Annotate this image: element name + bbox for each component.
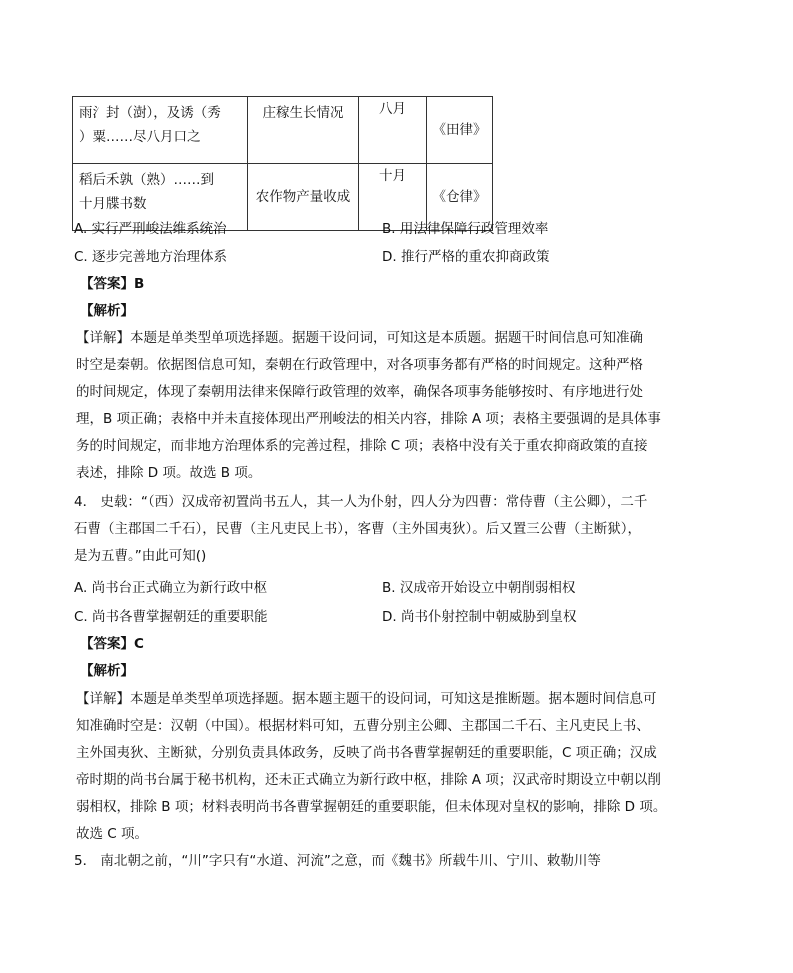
detail-line: 【详解】本题是单类型单项选择题。据本题主题干的设问词，可知这是推断题。据本题时间信息可: [76, 691, 657, 707]
detail-line: 知准确时空是：汉朝（中国）。根据材料可知，五曹分别主公卿、主郡国二千石、主凡吏民上书、: [76, 718, 650, 734]
q4-stem: [74, 489, 714, 570]
detail-line: 主外国夷狄、主断狱，分别负责具体政务，反映了尚书各曹掌握朝廷的重要职能，C 项正确；汉成: [76, 745, 657, 761]
table-cell-content: [73, 97, 248, 164]
detail-line: 弱相权，排除 B 项；材料表明尚书各曹掌握朝廷的重要职能，但未体现对皇权的影响，排除 D 项。: [76, 799, 667, 815]
detail-line: 【详解】本题是单类型单项选择题。据题干设问词，可知这是本质题。据题干时间信息可知准确: [76, 330, 643, 346]
table-cell-law: 《田律》: [427, 97, 493, 164]
cell-line: 雨氵封（澍），及诱（秀: [79, 105, 221, 121]
cell-line: 十月牒书数: [79, 196, 147, 212]
q4-option-c: C. 尚书各曹掌握朝廷的重要职能: [74, 609, 268, 625]
q4-analysis-heading: 【解析】: [80, 663, 134, 679]
cell-line: 稻后禾孰（熟）……到: [79, 172, 214, 188]
detail-line: 的时间规定，体现了秦朝用法律来保障行政管理的效率，确保各项事务能够按时、有序地进行处: [76, 384, 643, 400]
detail-line: 故选 C 项。: [76, 826, 149, 842]
q3-option-c: C. 逐步完善地方治理体系: [74, 249, 228, 265]
q3-option-b: B. 用法律保障行政管理效率: [382, 221, 549, 237]
detail-line: 表述，排除 D 项。故选 B 项。: [76, 465, 262, 481]
q3-option-d: D. 推行严格的重农抑商政策: [382, 249, 550, 265]
q5-stem: 5． 南北朝之前，“川”字只有“水道、河流”之意，而《魏书》所载牛川、宁川、敕勒川等: [74, 853, 601, 869]
table-row: [73, 97, 493, 164]
table-cell-time: 十月: [359, 164, 427, 231]
law-table: [72, 96, 493, 231]
q4-option-a: A. 尚书台正式确立为新行政中枢: [74, 580, 268, 596]
q3-option-a: A. 实行严刑峻法维系统治: [74, 221, 227, 237]
q3-detail: [76, 325, 716, 487]
q4-option-b: B. 汉成帝开始设立中朝削弱相权: [382, 580, 576, 596]
stem-line: 4． 史载：“（西）汉成帝初置尚书五人，其一人为仆射，四人分为四曹：常侍曹（主公卿），二千: [74, 494, 648, 510]
q4-option-d: D. 尚书仆射控制中朝威胁到皇权: [382, 609, 577, 625]
q3-answer: 【答案】B: [80, 276, 145, 292]
cell-line: ）粟……尽八月口之: [79, 129, 201, 145]
stem-line: 是为五曹。”由此可知(): [74, 548, 207, 564]
q3-analysis-heading: 【解析】: [80, 303, 134, 319]
table-cell-category: 庄稼生长情况: [248, 97, 359, 164]
table-cell-category: 农作物产量收成: [248, 164, 359, 231]
stem-line: 石曹（主郡国二千石），民曹（主凡吏民上书），客曹（主外国夷狄）。后又置三公曹（主断狱），: [74, 521, 641, 537]
q4-detail: [76, 686, 716, 848]
table-cell-time: 八月: [359, 97, 427, 164]
detail-line: 理，B 项正确；表格中并未直接体现出严刑峻法的相关内容，排除 A 项；表格主要强调的是具体事: [76, 411, 661, 427]
detail-line: 务的时间规定，而非地方治理体系的完善过程，排除 C 项；表格中没有关于重农抑商政策的直接: [76, 438, 648, 454]
q4-answer: 【答案】C: [80, 636, 144, 652]
table-cell-law: 《仓律》: [427, 164, 493, 231]
detail-line: 时空是秦朝。依据图信息可知，秦朝在行政管理中，对各项事务都有严格的时间规定。这种严格: [76, 357, 643, 373]
detail-line: 帝时期的尚书台属于秘书机构，还未正式确立为新行政中枢，排除 A 项；汉武帝时期设立中朝以削: [76, 772, 661, 788]
